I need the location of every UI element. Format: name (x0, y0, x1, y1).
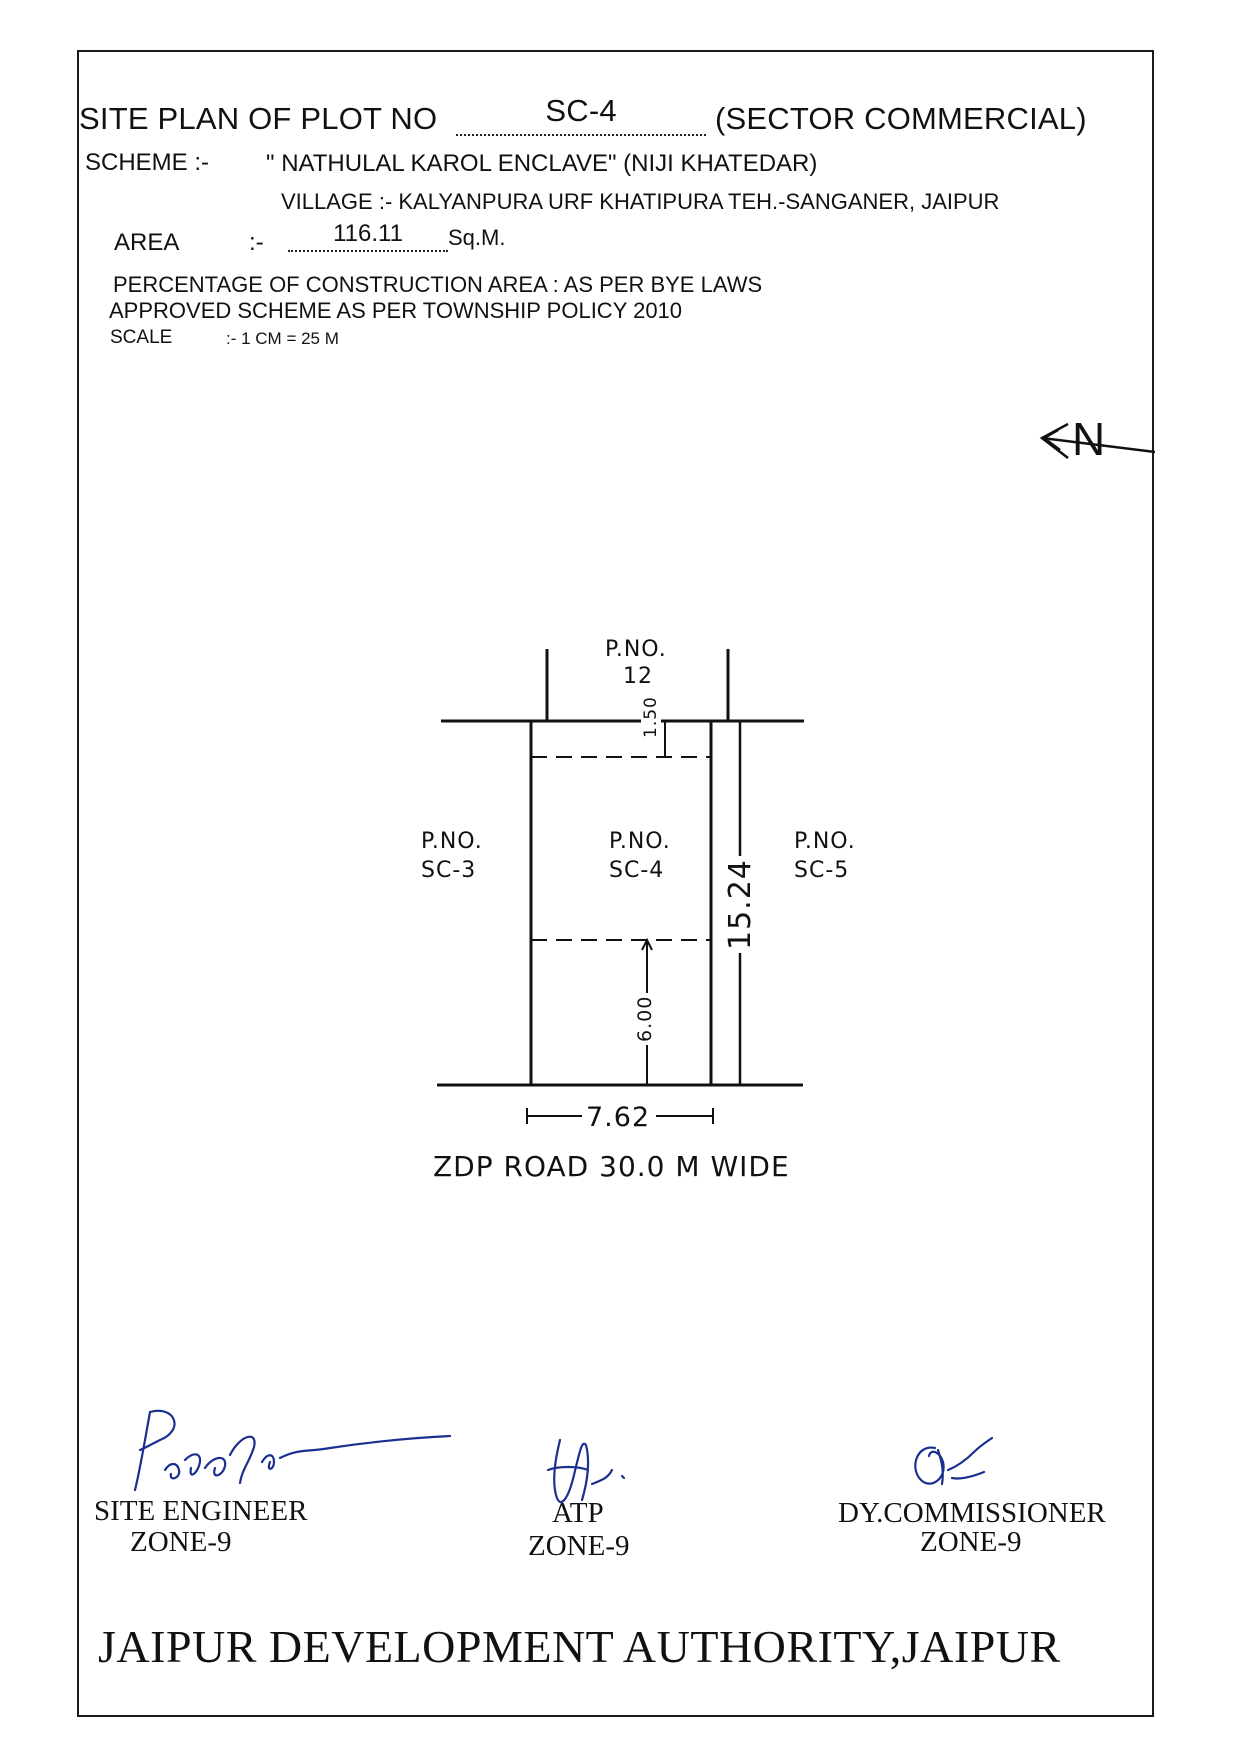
length-dimension: 15.24 (723, 856, 758, 953)
left-plot-line1: P.NO. (421, 829, 483, 854)
front-setback-dimension: 6.00 (634, 993, 656, 1045)
site-plan-prefix: SITE PLAN OF PLOT NO (79, 101, 438, 136)
scale-value: :- 1 CM = 25 M (226, 329, 339, 348)
authority-footer: JAIPUR DEVELOPMENT AUTHORITY,JAIPUR (98, 1621, 1061, 1672)
top-plot-line2: 12 (623, 664, 653, 689)
right-plot-line2: SC-5 (794, 858, 850, 883)
width-dimension: 7.62 (586, 1102, 651, 1133)
village-line: VILLAGE :- KALYANPURA URF KHATIPURA TEH.-SANGANER, JAIPUR (281, 189, 1000, 214)
right-plot-line1: P.NO. (794, 829, 856, 854)
dy-commissioner-zone: ZONE-9 (920, 1526, 1022, 1558)
top-plot-line1: P.NO. (605, 637, 667, 662)
atp-title: ATP (552, 1497, 604, 1529)
area-unit: Sq.M. (448, 225, 506, 250)
road-label: ZDP ROAD 30.0 M WIDE (433, 1150, 790, 1183)
sector-type: (SECTOR COMMERCIAL) (714, 101, 1087, 136)
atp-zone: ZONE-9 (528, 1530, 630, 1562)
scheme-label: SCHEME :- (85, 149, 210, 176)
area-label: AREA (114, 229, 180, 256)
center-plot-line2: SC-4 (609, 858, 665, 883)
approved-scheme: APPROVED SCHEME AS PER TOWNSHIP POLICY 2010 (109, 298, 683, 323)
area-separator: :- (249, 229, 264, 256)
scheme-name: " NATHULAL KAROL ENCLAVE" (NIJI KHATEDAR) (266, 150, 818, 177)
site-engineer-zone: ZONE-9 (130, 1526, 232, 1558)
scale-label: SCALE (110, 327, 173, 348)
site-engineer-title: SITE ENGINEER (94, 1495, 308, 1527)
center-plot-line1: P.NO. (609, 829, 671, 854)
rear-setback-dimension: 1.50 (641, 696, 661, 738)
site-plan-title (79, 93, 1087, 137)
construction-percentage: PERCENTAGE OF CONSTRUCTION AREA : AS PER BYE LAWS (113, 272, 763, 297)
plot-number: SC-4 (545, 93, 617, 128)
left-plot-line2: SC-3 (421, 858, 477, 883)
area-value: 116.11 (333, 220, 403, 247)
dy-commissioner-title: DY.COMMISSIONER (838, 1497, 1106, 1529)
north-label: N (1072, 413, 1106, 465)
